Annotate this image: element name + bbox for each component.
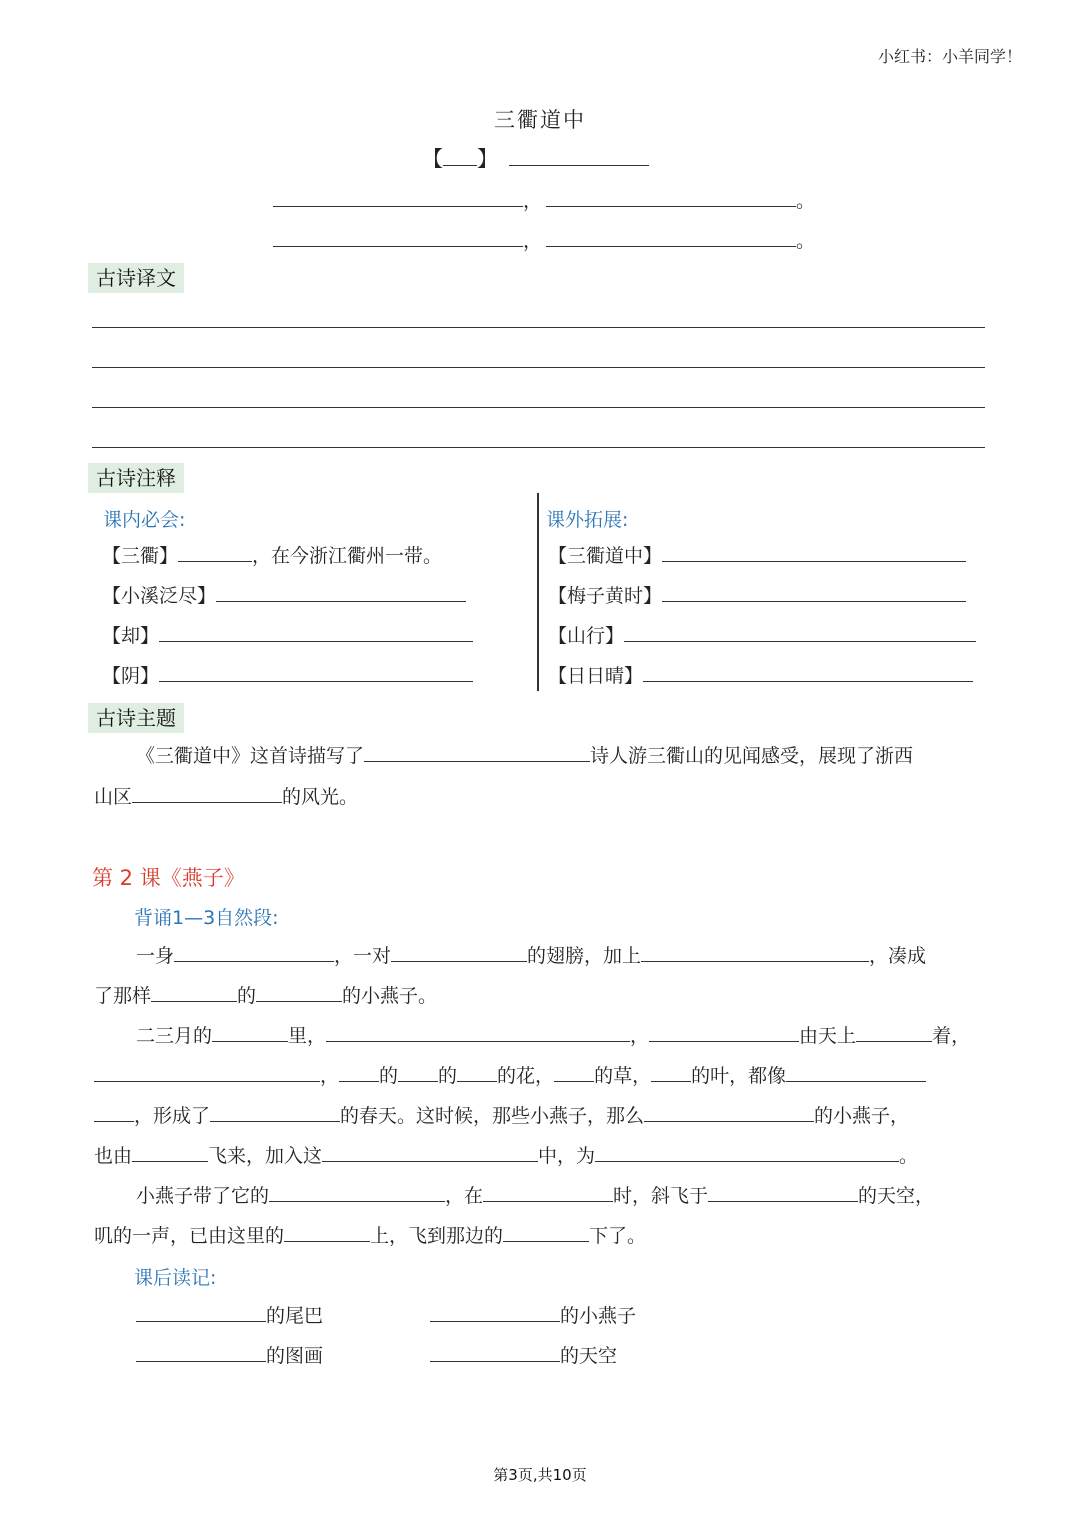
- fill-blank[interactable]: [641, 943, 869, 962]
- extended-note: 【三衢道中】: [548, 543, 966, 569]
- fill-blank[interactable]: [284, 1223, 370, 1242]
- extended-note: 【日日晴】: [548, 663, 973, 689]
- inclass-note: 【阴】: [102, 663, 473, 689]
- fill-blank[interactable]: [856, 1023, 932, 1042]
- fill-blank[interactable]: [151, 983, 237, 1002]
- poem-blank[interactable]: [546, 188, 796, 207]
- read-item: 的尾巴: [136, 1303, 323, 1329]
- read-heading: 课后读记:: [134, 1267, 217, 1289]
- fill-blank[interactable]: [326, 1023, 630, 1042]
- translation-line[interactable]: [92, 367, 985, 368]
- note-blank[interactable]: [216, 583, 466, 602]
- author-blank[interactable]: [509, 145, 649, 166]
- poem-blank[interactable]: [546, 228, 796, 247]
- translation-line[interactable]: [92, 327, 985, 328]
- note-blank[interactable]: [624, 623, 976, 642]
- read-item: 的图画: [136, 1343, 323, 1369]
- lesson-title: 第 2 课《燕子》: [92, 866, 245, 890]
- extended-heading: 课外拓展:: [546, 509, 629, 531]
- fill-blank[interactable]: [132, 1143, 208, 1162]
- inclass-note: 【却】: [102, 623, 473, 649]
- section-translation: 古诗译文: [88, 263, 184, 293]
- read-item: 的小燕子: [430, 1303, 636, 1329]
- fill-blank[interactable]: [391, 943, 527, 962]
- inclass-note: 【三衢】 ，在今浙江衢州一带。: [102, 543, 442, 569]
- fill-blank[interactable]: [94, 1063, 320, 1082]
- fill-blank[interactable]: [430, 1303, 560, 1322]
- inclass-heading: 课内必会:: [103, 509, 186, 531]
- theme-blank[interactable]: [132, 784, 282, 803]
- poem-title: 三衢道中: [494, 108, 586, 132]
- extended-note: 【梅子黄时】: [548, 583, 966, 609]
- read-item: 的天空: [430, 1343, 617, 1369]
- fill-blank[interactable]: [457, 1063, 497, 1082]
- p1-line-2: 了那样 的 的小燕子。: [94, 983, 437, 1009]
- poem-blank[interactable]: [273, 228, 523, 247]
- note-blank[interactable]: [643, 663, 973, 682]
- fill-blank[interactable]: [136, 1303, 266, 1322]
- section-notes: 古诗注释: [88, 463, 184, 493]
- recite-heading: 背诵1—3自然段:: [134, 907, 279, 929]
- note-blank[interactable]: [159, 623, 473, 642]
- theme-line-1: 《三衢道中》这首诗描写了 诗人游三衢山的见闻感受，展现了浙西: [136, 743, 913, 769]
- fill-blank[interactable]: [554, 1063, 594, 1082]
- page-footer: 第3页,共10页: [493, 1466, 587, 1484]
- fill-blank[interactable]: [174, 943, 334, 962]
- fill-blank[interactable]: [644, 1103, 814, 1122]
- translation-line[interactable]: [92, 407, 985, 408]
- fill-blank[interactable]: [483, 1183, 613, 1202]
- fill-blank[interactable]: [595, 1143, 899, 1162]
- fill-blank[interactable]: [398, 1063, 438, 1082]
- note-blank[interactable]: [662, 543, 966, 562]
- poem-line-2: ， 。: [273, 228, 815, 254]
- fill-blank[interactable]: [503, 1223, 589, 1242]
- p3-line-2: 叽的一声，已由这里的 上，飞到那边的 下了。: [94, 1223, 646, 1249]
- fill-blank[interactable]: [94, 1103, 134, 1122]
- column-divider: [537, 493, 539, 691]
- translation-line[interactable]: [92, 447, 985, 448]
- fill-blank[interactable]: [339, 1063, 379, 1082]
- dynasty-blank[interactable]: [443, 145, 477, 166]
- fill-blank[interactable]: [136, 1343, 266, 1362]
- watermark: 小红书：小羊同学！: [877, 47, 1022, 66]
- author-line: 【 】: [422, 145, 649, 172]
- inclass-note: 【小溪泛尽】: [102, 583, 466, 609]
- p1-line-1: 一身 ，一对 的翅膀，加上 ，凑成: [136, 943, 926, 969]
- fill-blank[interactable]: [212, 1023, 288, 1042]
- fill-blank[interactable]: [322, 1143, 538, 1162]
- fill-blank[interactable]: [649, 1023, 799, 1042]
- fill-blank[interactable]: [256, 983, 342, 1002]
- fill-blank[interactable]: [430, 1343, 560, 1362]
- theme-line-2: 山区 的风光。: [94, 784, 358, 810]
- p2-line-2: ， 的 的 的花， 的草， 的叶，都像: [94, 1063, 926, 1089]
- p2-line-1: 二三月的 里， ， 由天上 着，: [136, 1023, 970, 1049]
- fill-blank[interactable]: [786, 1063, 926, 1082]
- poem-blank[interactable]: [273, 188, 523, 207]
- theme-blank[interactable]: [364, 743, 590, 762]
- note-blank[interactable]: [662, 583, 966, 602]
- poem-line-1: ， 。: [273, 188, 815, 214]
- extended-note: 【山行】: [548, 623, 976, 649]
- p2-line-4: 也由 飞来，加入这 中，为 。: [94, 1143, 918, 1169]
- section-theme: 古诗主题: [88, 703, 184, 733]
- fill-blank[interactable]: [651, 1063, 691, 1082]
- fill-blank[interactable]: [708, 1183, 858, 1202]
- note-blank[interactable]: [159, 663, 473, 682]
- note-blank[interactable]: [178, 543, 252, 562]
- fill-blank[interactable]: [269, 1183, 445, 1202]
- fill-blank[interactable]: [210, 1103, 340, 1122]
- p2-line-3: ，形成了 的春天。这时候，那些小燕子，那么 的小燕子，: [94, 1103, 909, 1129]
- p3-line-1: 小燕子带了它的 ，在 时，斜飞于 的天空，: [136, 1183, 934, 1209]
